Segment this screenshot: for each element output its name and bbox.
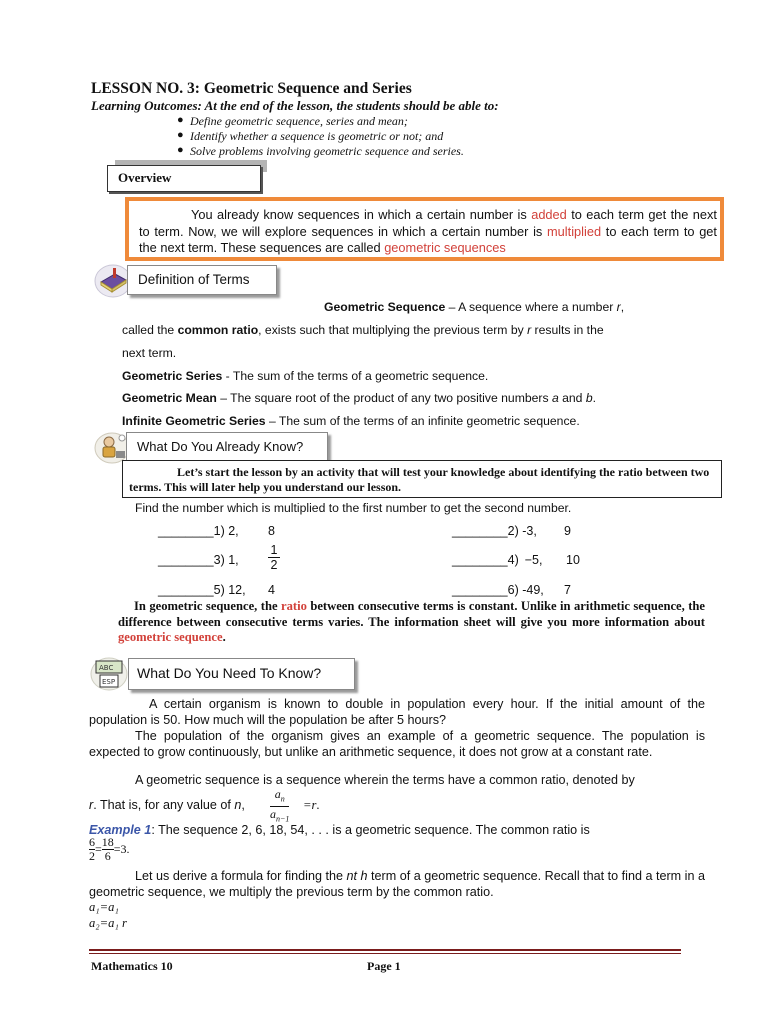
- question-item-1: ________1) 2, 8: [158, 524, 275, 538]
- geometric-sequence-def-line3: next term.: [122, 346, 177, 360]
- fraction-one-half: 1 2: [268, 543, 280, 572]
- footer-subject: Mathematics 10: [91, 959, 173, 973]
- question-item-3: ________3) 1, 1 2: [158, 553, 239, 567]
- ratio-equals-r: =r.: [303, 798, 320, 812]
- need-to-know-title: What Do You Need To Know?: [137, 665, 322, 681]
- already-know-header: [126, 432, 328, 461]
- outcome-item: ● Identify whether a sequence is geometric or not; and: [177, 129, 444, 143]
- ratio-fraction: $a_n$ $a_{n-1}$: [270, 787, 290, 824]
- question-item-6: ________6) -49, 7: [452, 583, 571, 597]
- paragraph-population-question: A certain organism is known to double in population every hour. If the initial amount of the population is 50. How much will the population be after 5 hours?: [89, 697, 705, 727]
- example-1-ratio: $\frac{6}{2}$ = $\frac{18}{6}$ =3.: [89, 835, 130, 863]
- activity-box: [122, 460, 722, 498]
- svg-text:ABC: ABC: [99, 664, 114, 672]
- geometric-series-def: Geometric Series - The sum of the terms of a geometric sequence.: [122, 369, 489, 383]
- footer-divider: [89, 949, 681, 951]
- equation-a2: a₂=a₁ r: [89, 916, 127, 930]
- lesson-title: LESSON NO. 3: Geometric Sequence and Series: [91, 80, 412, 97]
- already-know-title: What Do You Already Know?: [137, 439, 304, 454]
- student-thinking-icon: [94, 430, 130, 464]
- bullet-icon: ●: [177, 129, 184, 141]
- learning-outcomes-heading: Learning Outcomes: At the end of the lesson, the students should be able to:: [91, 98, 499, 113]
- geometric-sequence-def-line2: called the common ratio, exists such that multiplying the previous term by r results in the: [122, 323, 604, 337]
- overview-label: Overview: [118, 170, 172, 185]
- question-item-4: ________4) −5, 10: [452, 553, 580, 567]
- ratio-note: In geometric sequence, the ratio between consecutive terms is constant. Unlike in arithmetic sequence, the difference between consecutive terms varies. The information sheet will give you more information about geometric sequence.: [118, 599, 706, 644]
- laptop-icon: [90, 655, 128, 691]
- paragraph-definition: A geometric sequence is a sequence wherein the terms have a common ratio, denoted by: [135, 773, 635, 787]
- geometric-mean-def: Geometric Mean – The square root of the product of any two positive numbers a and b.: [122, 391, 597, 405]
- geometric-sequence-def-line1: Geometric Sequence – A sequence where a number r,: [324, 300, 625, 314]
- definition-of-terms-header: [127, 265, 277, 295]
- equation-a1: a₁=a₁: [89, 900, 119, 914]
- footer-page-number: Page 1: [367, 959, 401, 973]
- definition-of-terms-title: Definition of Terms: [138, 272, 250, 287]
- outcome-item: ● Solve problems involving geometric sequence and series.: [177, 144, 464, 158]
- instruction-text: Find the number which is multiplied to the first number to get the second number.: [135, 501, 572, 515]
- example-1-line: Example 1: The sequence 2, 6, 18, 54, . . . is a geometric sequence. The common ratio is: [89, 823, 590, 837]
- question-item-2: ________2) -3, 9: [452, 524, 571, 538]
- paragraph-population-example: The population of the organism gives an example of a geometric sequence. The population is expected to grow continuously, but unlike an arithmetic sequence, it does not grow at a constant rate.: [89, 729, 705, 759]
- overview-intro-box: [125, 197, 724, 261]
- outcome-item: ● Define geometric sequence, series and mean;: [177, 114, 408, 128]
- bullet-icon: ●: [177, 114, 184, 126]
- need-to-know-header: [128, 658, 355, 690]
- question-item-5: ________5) 12, 4: [158, 583, 275, 597]
- activity-text: Let’s start the lesson by an activity that will test your knowledge about identifying the ratio between two terms. This will later help you understand our lesson.: [129, 465, 710, 494]
- ratio-formula-line: r. That is, for any value of n,: [89, 798, 245, 812]
- overview-label-box: [107, 165, 261, 192]
- bullet-icon: ●: [177, 144, 184, 156]
- paragraph-derive-formula: Let us derive a formula for finding the nt h term of a geometric sequence. Recall that to find a term in a geometric sequence, we multiply the previous term by the common ratio.: [89, 869, 705, 899]
- footer-divider-thin: [89, 953, 681, 954]
- overview-intro-text: You already know sequences in which a certain number is added to each term get the next to term. Now, we will explore sequences in which a certain number is multiplied to each term to get the next term. These sequences are called geometric sequences: [139, 207, 717, 255]
- svg-text:ESP: ESP: [102, 678, 116, 686]
- infinite-series-def: Infinite Geometric Series – The sum of the terms of an infinite geometric sequence.: [122, 414, 580, 428]
